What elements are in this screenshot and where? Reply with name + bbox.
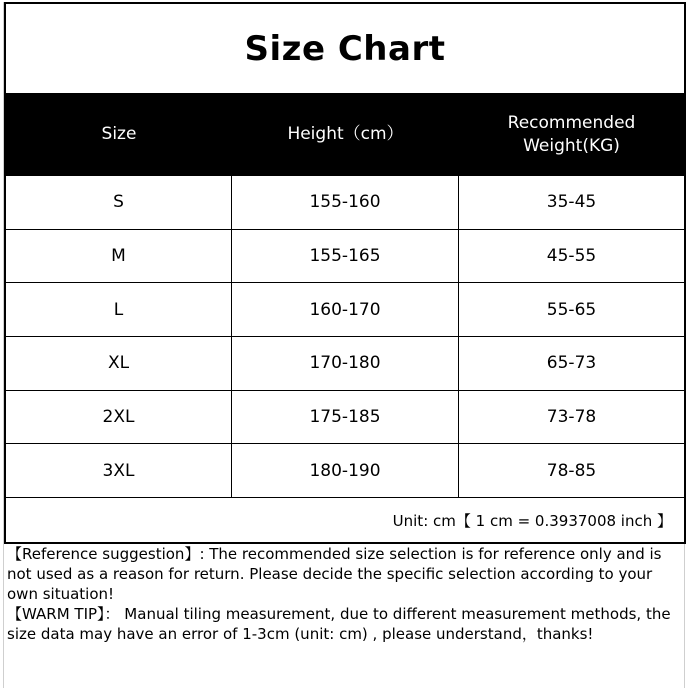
header-size: Size: [101, 124, 137, 144]
table-row: [6, 391, 684, 445]
height-cell: 155-165: [232, 230, 459, 283]
size-cell: 3XL: [6, 444, 232, 497]
reference-suggestion: 【Reference suggestion】: The recommended size selection is for reference only and is not used as a reason for return. Please decide the specific selection according to your own situation!: [7, 545, 662, 603]
weight-cell: 73-78: [546, 407, 597, 428]
height-cell: 175-185: [232, 391, 459, 444]
weight-cell: 78-85: [546, 460, 597, 481]
weight-cell: 35-45: [546, 192, 597, 213]
notes-section: [7, 544, 683, 644]
table-row: [6, 176, 684, 230]
table-row: [6, 337, 684, 391]
table-body: [6, 176, 684, 498]
weight-cell: 55-65: [546, 299, 597, 320]
size-cell: S: [6, 176, 232, 229]
header-weight: Recommended Weight(KG): [507, 112, 636, 156]
height-cell: 155-160: [232, 176, 459, 229]
size-cell: XL: [6, 337, 232, 390]
size-chart-table: [4, 2, 686, 544]
table-row: [6, 444, 684, 498]
table-row: [6, 230, 684, 284]
size-cell: L: [6, 283, 232, 336]
size-cell: M: [6, 230, 232, 283]
height-cell: 160-170: [232, 283, 459, 336]
size-chart-page: [3, 2, 685, 688]
table-row: [6, 283, 684, 337]
unit-conversion-note: Unit: cm【 1 cm = 0.3937008 inch 】: [392, 512, 672, 530]
table-header-row: [6, 93, 684, 176]
warm-tip: 【WARM TIP】： Manual tiling measurement, due to different measurement methods, the size data may have an error of 1-3cm (unit: cm) , please understand，thanks!: [7, 605, 671, 643]
header-height: Height（cm）: [287, 124, 404, 144]
size-cell: 2XL: [6, 391, 232, 444]
weight-cell: 65-73: [546, 353, 597, 374]
chart-title: Size Chart: [244, 28, 446, 69]
weight-cell: 45-55: [546, 246, 597, 267]
height-cell: 180-190: [232, 444, 459, 497]
height-cell: 170-180: [232, 337, 459, 390]
